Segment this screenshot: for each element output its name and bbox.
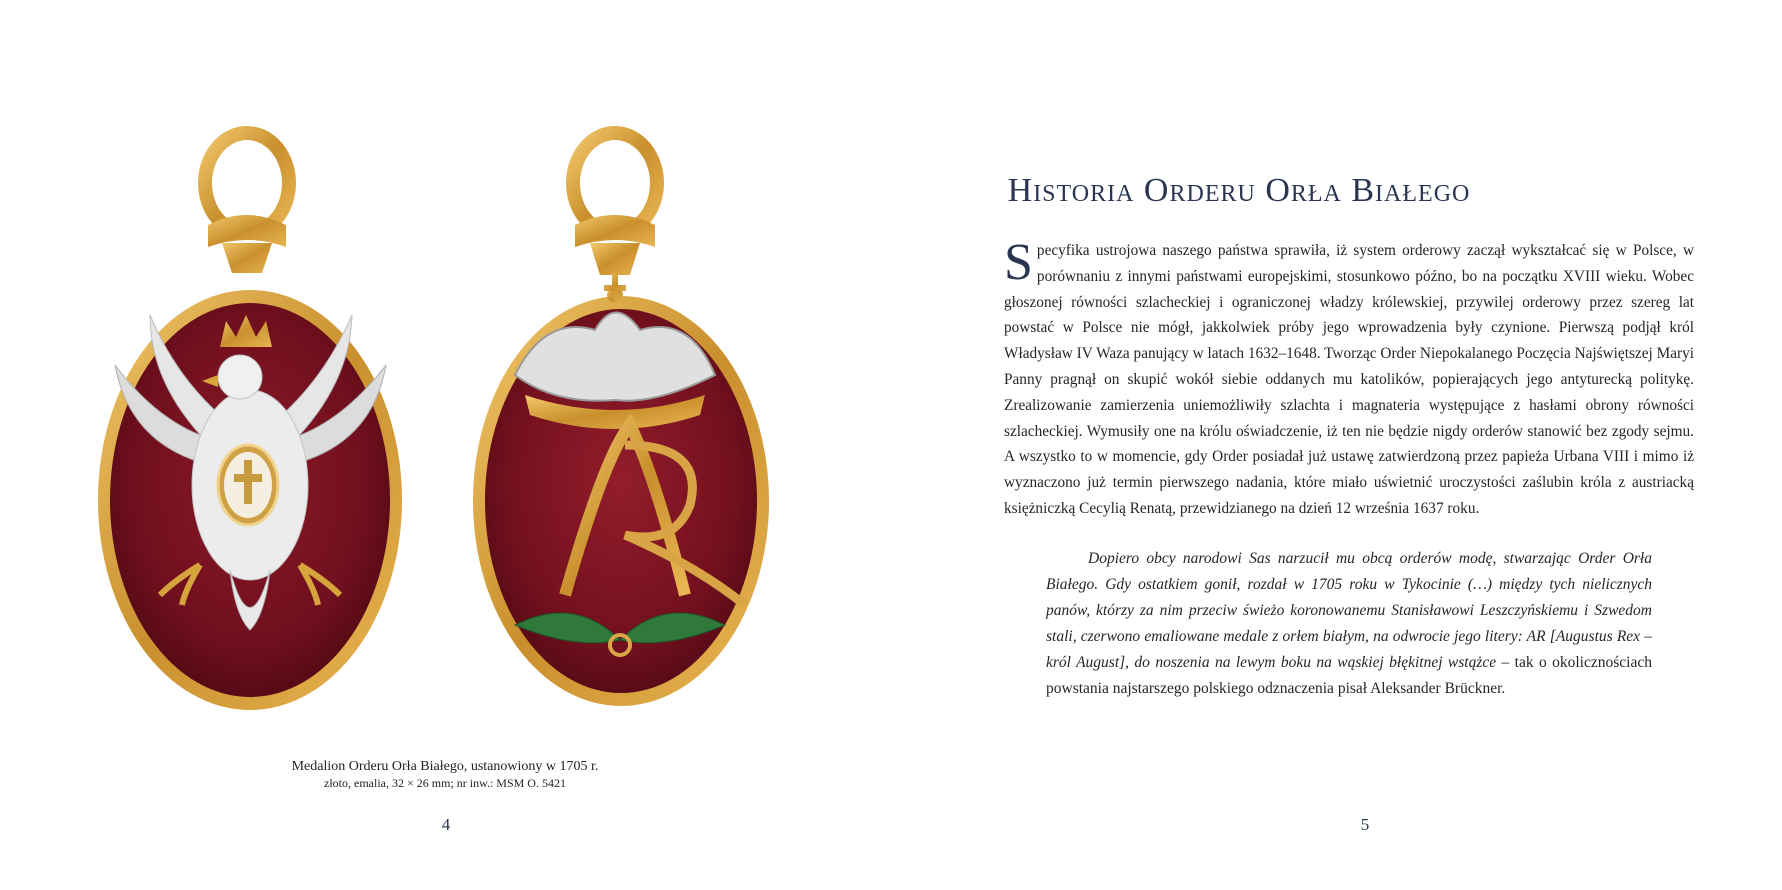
medallion-obverse-image (90, 125, 430, 715)
body-paragraph (1004, 234, 1694, 522)
quote-italic-text: Dopiero obcy narodowi Sas narzucił mu obcą orderów modę, stwarzając Order Orła Białego. Gdy ostatkiem gonił, rozdał w 1705 roku w Tykocinie (…) między tych nielicznych panów, którzy za nim przeciw świeżo koronowanemu Stanisławowi Leszczyńskiemu i Szwedom stali, czerwono emaliowane medale z orłem białym, na odwrocie jego litery: AR [Augustus Rex – król August], do noszenia na lewym boku na wąskiej błękitnej wstążce (1046, 550, 1652, 671)
paragraph-text: pecyfika ustrojowa naszego państwa sprawiła, iż system orderowy zaczął wykształcać się w Polsce, w porównaniu z innymi państwami europejskimi, stosunkowo późno, bo na początku XVIII wieku. Wobec głoszonej równości szlacheckiej i ograniczonej władzy królewskiej, przywilej orderowy przez szereg lat powstać w Polsce nie mógł, jakkolwiek próby jego wprowadzenia były czynione. Pierwszą podjął król Władysław IV Waza panujący w latach 1632–1648. Tworząc Order Niepokalanego Poczęcia Najświętszej Maryi Panny pragnął on skupić wokół siebie oddanych mu katolików, popierających jego antyturecką politykę. Zrealizowanie zamierzenia uniemożliwiły szlachta i magnateria występujące z hasłami obrony równości szlacheckiej. Wymusiły one na królu oświadczenie, iż ten nie będzie nigdy orderów stanowić bez zgody sejmu. A wszystko to w momencie, gdy Order posiadał już ustawę zatwierdzoną przez papieża Urbana VIII i mimo iż wyznaczono już termin pierwszego nadania, które miało uświetnić uroczystości zaślubin króla z austriacką księżniczką Cecylią Renatą, przewidzianego na dzień 12 września 1637 roku. (1004, 242, 1694, 517)
medallion-reverse-image (455, 125, 805, 715)
caption-line-2: złoto, emalia, 32 × 26 mm; nr inw.: MSM O. 5421 (324, 776, 566, 790)
drop-cap: S (1004, 234, 1033, 291)
chapter-title: Historia Orderu Orła Białego (1007, 172, 1471, 209)
page-number-left: 4 (441, 815, 451, 834)
quote-attribution-text: – tak o okolicznościach powstania najstarszego polskiego odznaczenia pisał Aleksander Brückner. (1046, 654, 1652, 697)
figure-caption (200, 758, 690, 791)
page-number-right: 5 (1360, 815, 1370, 834)
right-page (891, 0, 1782, 890)
caption-line-1: Medalion Orderu Orła Białego, ustanowiony w 1705 r. (291, 759, 599, 774)
block-quote (1046, 546, 1652, 702)
